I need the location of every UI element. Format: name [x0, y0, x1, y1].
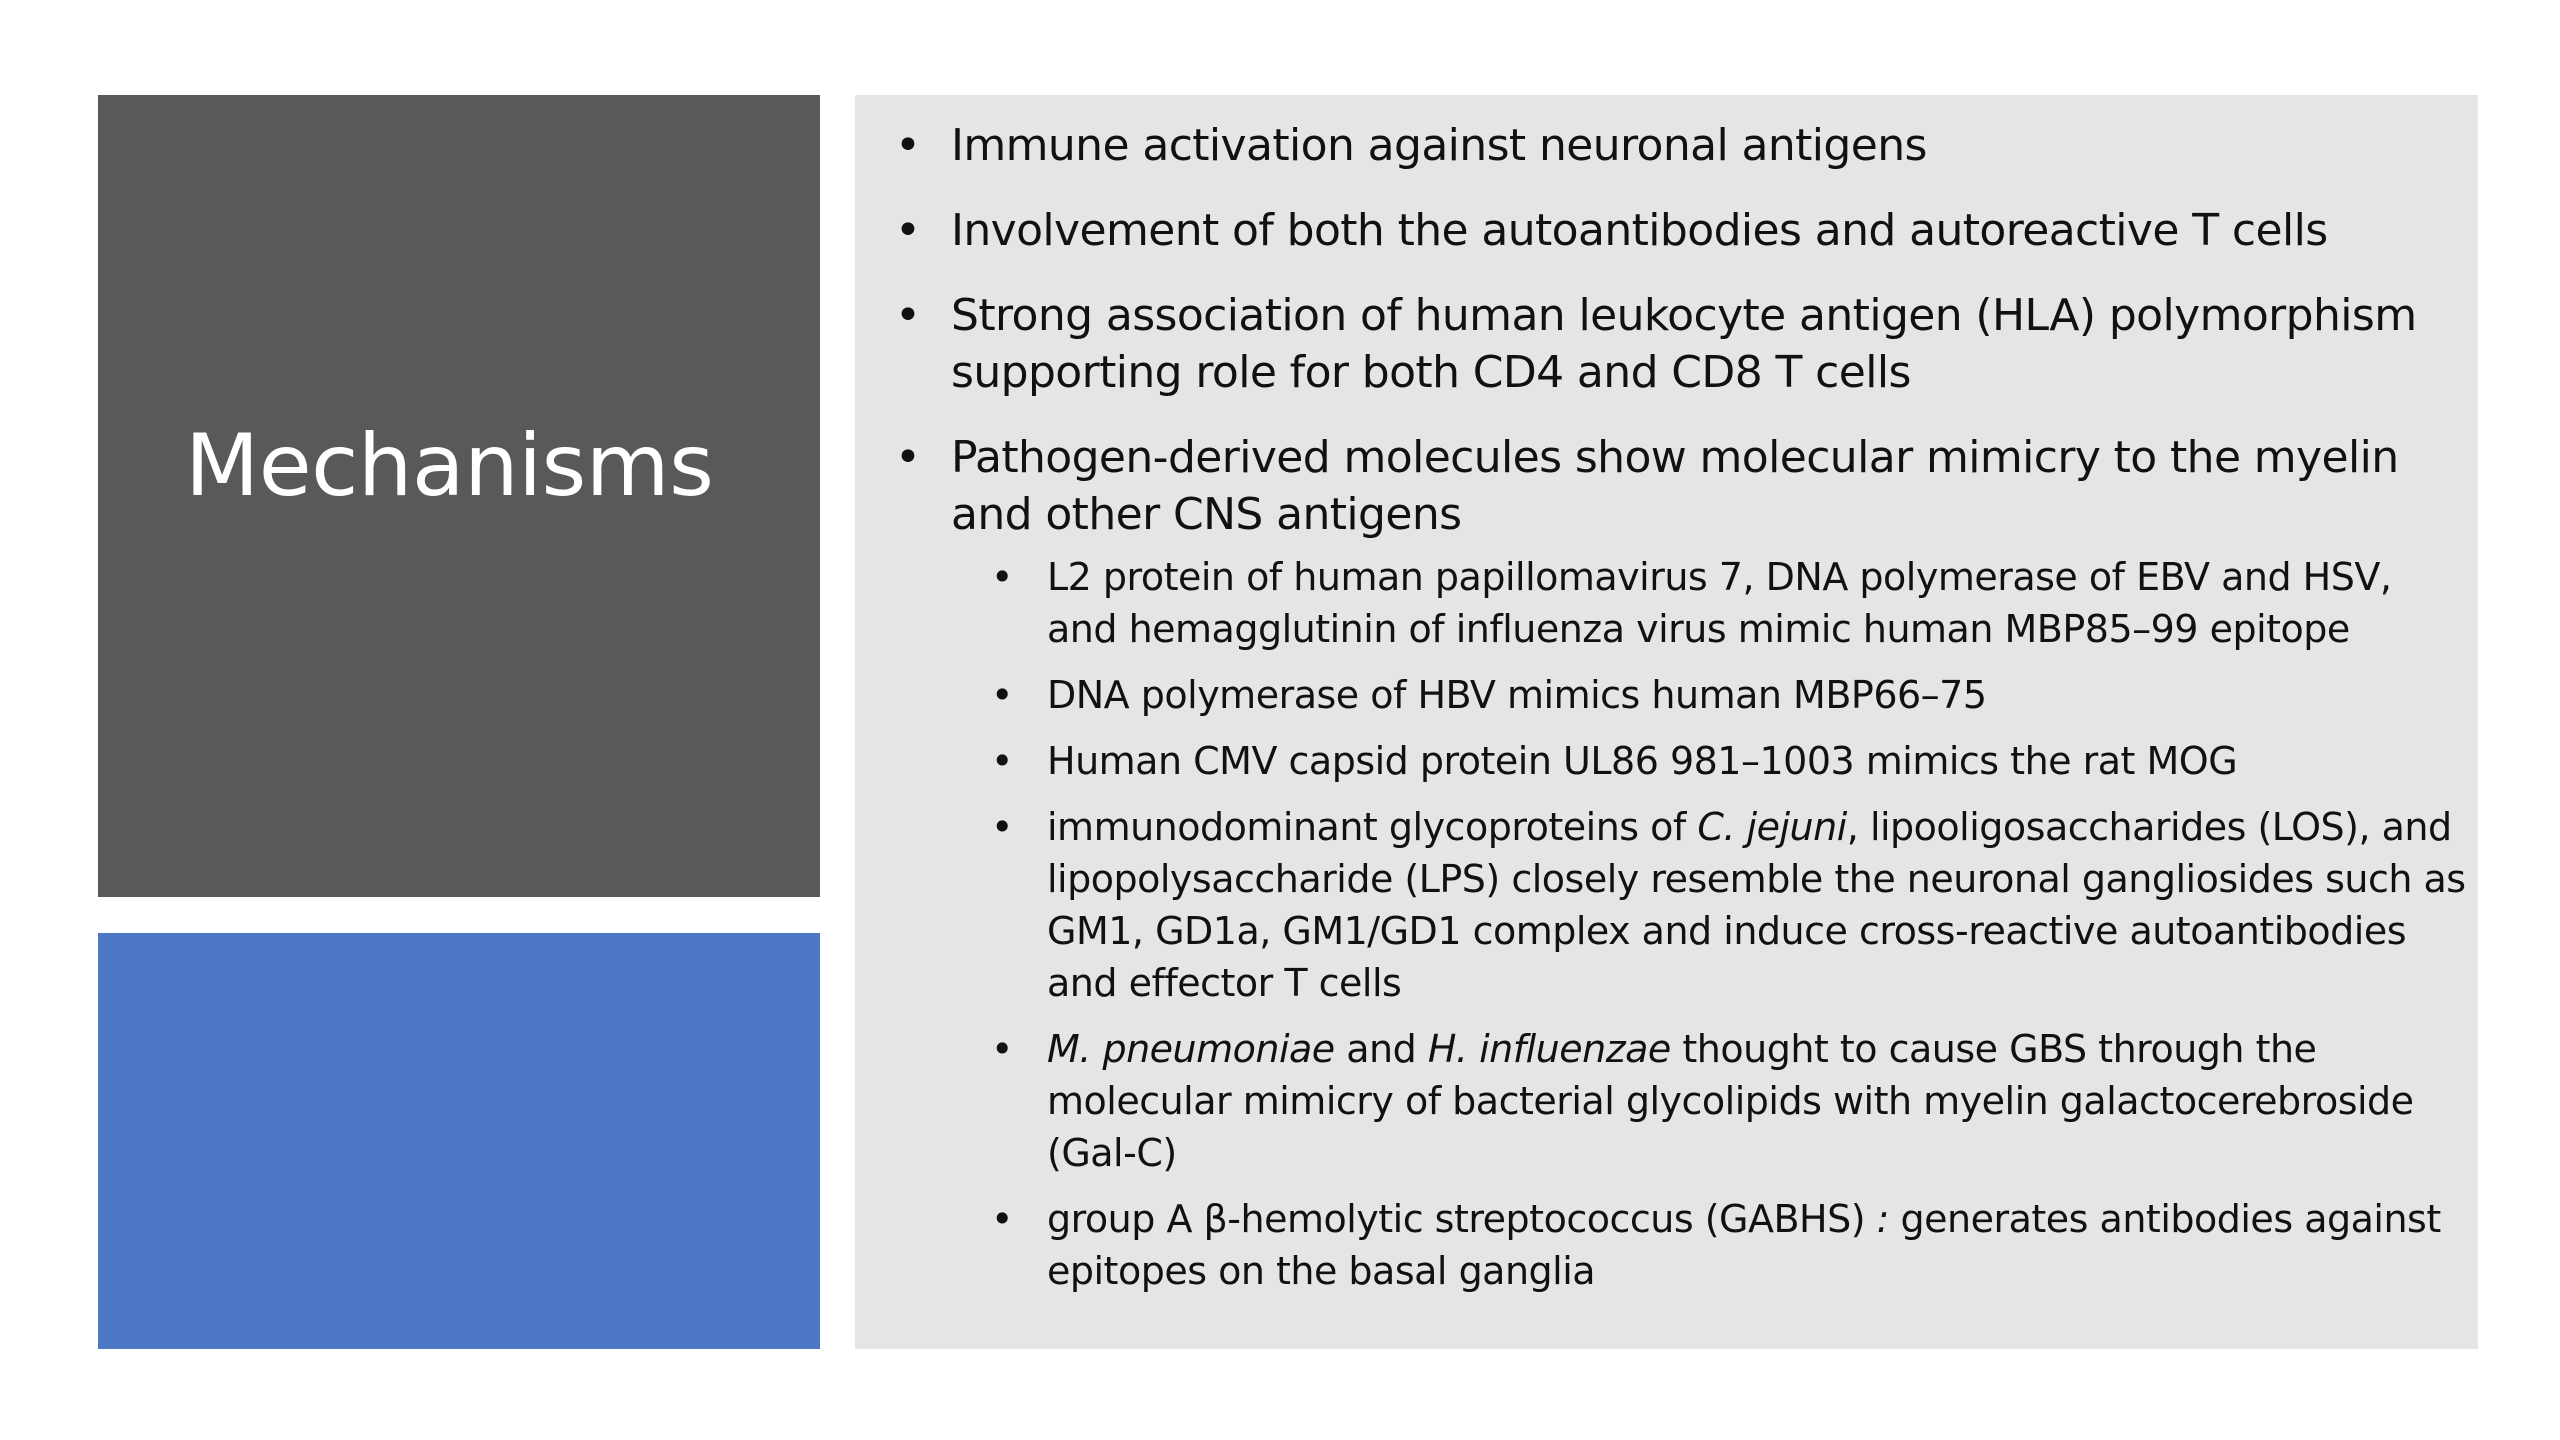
bullet-item: • Strong association of human leukocyte antigen (HLA) polymorphism supporting role for both CD4 and CD8 T cells [895, 287, 2468, 401]
sub-bullet-item: • L2 protein of human papillomavirus 7, DNA polymerase of EBV and HSV, and hemagglutinin of influenza virus mimic human MBP85–99 epitope [991, 551, 2468, 655]
organism-name: H. influenzae [1427, 1027, 1671, 1071]
sub-bullet-text: group A β-hemolytic streptococcus (GABHS) [1047, 1197, 1877, 1241]
sub-bullet-item: • Human CMV capsid protein UL86 981–1003 mimics the rat MOG [991, 735, 2468, 787]
sub-bullet-text: thought to cause GBS through the molecular mimicry of bacterial glycolipids with myelin galactocerebroside (Gal-C) [1047, 1027, 2414, 1175]
sub-bullet-list [951, 551, 2468, 1297]
bullet-list [895, 117, 2468, 1297]
content-panel [855, 95, 2478, 1349]
bullet-item: • Immune activation against neuronal antigens [895, 117, 2468, 174]
organism-name: C. jejuni [1697, 805, 1847, 849]
sub-bullet-item [991, 1193, 2468, 1297]
slide-title: Mechanisms [185, 416, 714, 516]
bullet-text: Pathogen-derived molecules show molecular mimicry to the myelin and other CNS antigens [951, 432, 2399, 540]
sub-bullet-text: generates antibodies against epitopes on the basal ganglia [1047, 1197, 2441, 1293]
colon-separator: : [1876, 1197, 1889, 1241]
organism-name: M. pneumoniae [1047, 1027, 1335, 1071]
sub-bullet-item [991, 801, 2468, 1009]
bullet-item: • Involvement of both the autoantibodies and autoreactive T cells [895, 202, 2468, 259]
sub-bullet-text: , lipooligosaccharides (LOS), and lipopolysaccharide (LPS) closely resemble the neuronal gangliosides such as GM1, GD1a, GM1/GD1 complex and induce cross-reactive autoantibodies and effector T cells [1047, 805, 2466, 1005]
title-panel [98, 95, 820, 897]
bullet-item [895, 429, 2468, 1297]
accent-panel [98, 933, 820, 1349]
sub-bullet-text: immunodominant glycoproteins of [1047, 805, 1698, 849]
sub-bullet-item [991, 1023, 2468, 1179]
sub-bullet-item: • DNA polymerase of HBV mimics human MBP66–75 [991, 669, 2468, 721]
sub-bullet-text: and [1334, 1027, 1428, 1071]
